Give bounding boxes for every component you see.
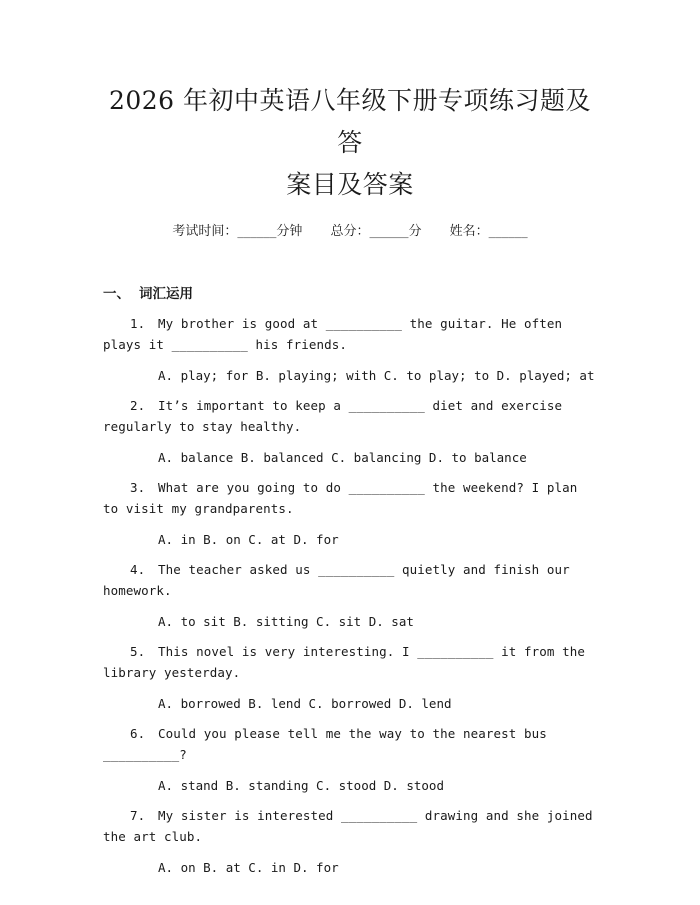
question-item — [103, 724, 597, 796]
question-item — [103, 806, 597, 878]
question-options: A. play; for B. playing; with C. to play; to D. played; at — [158, 368, 595, 383]
question-number: 2. — [130, 398, 146, 413]
question-options: A. in B. on C. at D. for — [158, 532, 339, 547]
question-number: 6. — [130, 726, 146, 741]
question-body: My sister is interested __________ drawing and she joined the art club. — [103, 808, 593, 844]
question-text — [103, 642, 597, 683]
question-text — [103, 314, 597, 355]
section-number: 一、 — [103, 286, 130, 302]
title-line-2: 案目及答案 — [286, 170, 414, 199]
question-options: A. stand B. standing C. stood D. stood — [158, 778, 444, 793]
question-body: The teacher asked us __________ quietly and finish our homework. — [103, 562, 570, 598]
question-body: It’s important to keep a __________ diet and exercise regularly to stay healthy. — [103, 398, 563, 434]
title-line-1: 2026 年初中英语八年级下册专项练习题及答 — [108, 86, 592, 157]
exam-time: 考试时间：______分钟 — [172, 224, 303, 239]
question-number: 5. — [130, 644, 146, 659]
question-text — [103, 724, 597, 765]
question-body: My brother is good at __________ the guitar. He often plays it __________ his friends. — [103, 316, 563, 352]
question-options: A. to sit B. sitting C. sit D. sat — [158, 614, 414, 629]
question-body: Could you please tell me the way to the nearest bus __________? — [103, 726, 547, 762]
question-options: A. on B. at C. in D. for — [158, 860, 339, 875]
question-item — [103, 396, 597, 468]
document-title — [103, 0, 597, 206]
question-text — [103, 806, 597, 847]
question-text — [103, 478, 597, 519]
question-item — [103, 314, 597, 386]
question-item — [103, 478, 597, 550]
question-number: 7. — [130, 808, 146, 823]
section-heading — [103, 284, 597, 304]
question-number: 3. — [130, 480, 146, 495]
section-title: 词汇运用 — [139, 286, 193, 302]
question-text — [103, 560, 597, 601]
question-number: 4. — [130, 562, 146, 577]
question-item — [103, 642, 597, 714]
question-number: 1. — [130, 316, 146, 331]
question-options: A. borrowed B. lend C. borrowed D. lend — [158, 696, 452, 711]
question-options: A. balance B. balanced C. balancing D. to balance — [158, 450, 527, 465]
question-body: This novel is very interesting. I __________ it from the library yesterday. — [103, 644, 586, 680]
exam-meta — [103, 222, 597, 242]
question-list — [103, 314, 597, 878]
exam-score: 总分：______分 — [330, 224, 422, 239]
question-body: What are you going to do __________ the weekend? I plan to visit my grandparents. — [103, 480, 578, 516]
question-text — [103, 396, 597, 437]
question-item — [103, 560, 597, 632]
exam-name: 姓名：______ — [449, 224, 528, 239]
